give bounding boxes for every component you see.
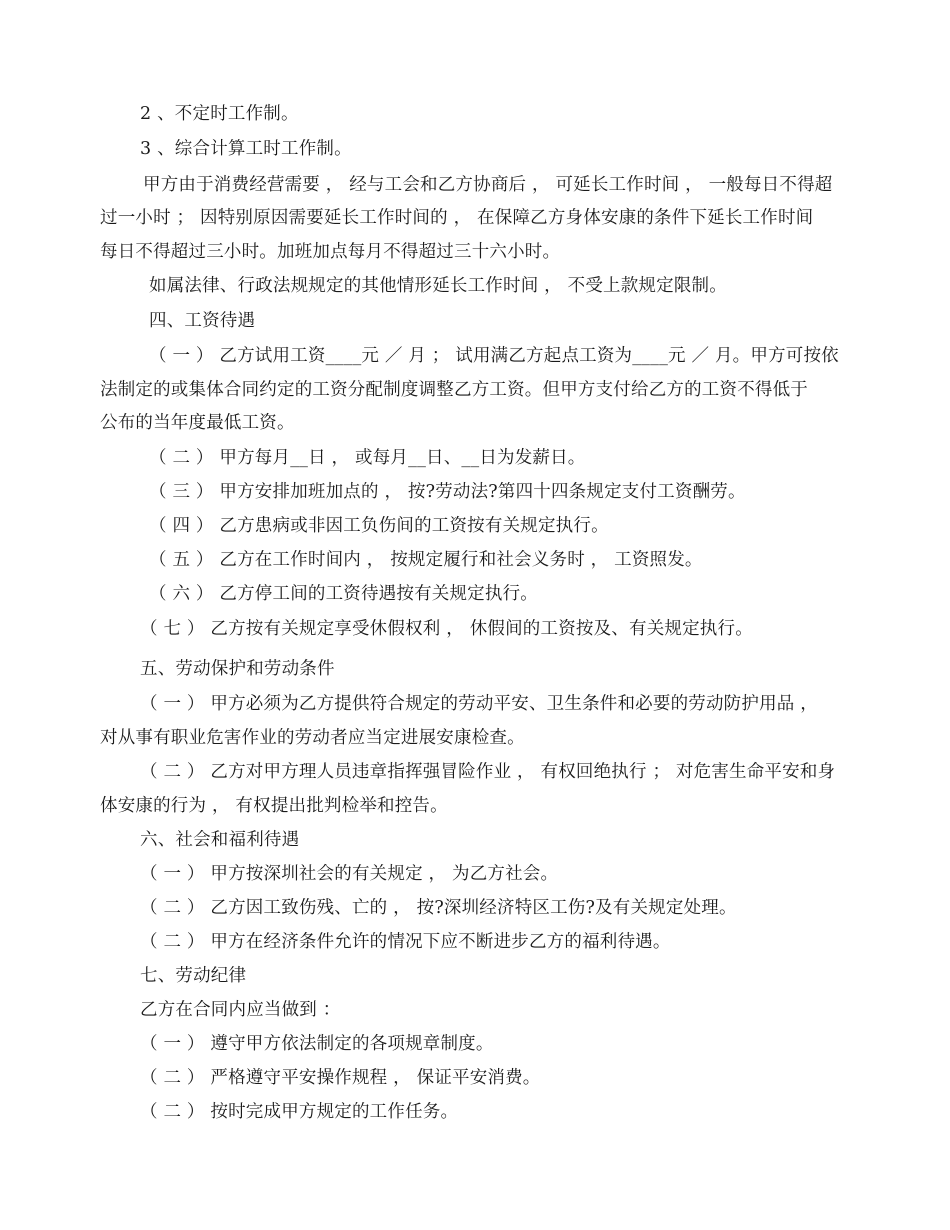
clause-line: （ 一 ） 甲方按深圳社会的有关规定 ， 为乙方社会。	[140, 864, 559, 884]
clause-line: （ 五 ） 乙方在工作时间内 ， 按规定履行和社会义务时 ， 工资照发。	[149, 550, 703, 570]
clause-line: （ 二 ） 按时完成甲方规定的工作任务。	[140, 1102, 459, 1122]
section-heading: 七、劳动纪律	[140, 966, 247, 986]
clause-line: （ 二 ） 甲方每月__日 ， 或每月__日、__日为发薪日。	[149, 448, 586, 468]
clause-line: （ 二 ） 严格遵守平安操作规程 ， 保证平安消费。	[140, 1068, 541, 1088]
clause-line: （ 一 ） 乙方试用工资____元 ／ 月 ； 试用满乙方起点工资为____元 ／ 月。甲方可按依	[149, 346, 839, 366]
clause-line: 对从事有职业危害作业的劳动者应当定进展安康检查。	[100, 728, 525, 748]
clause-line: （ 一 ） 甲方必须为乙方提供符合规定的劳动平安、卫生条件和必要的劳动防护用品 ，	[140, 694, 818, 714]
clause-line: （ 二 ） 乙方对甲方理人员违章指挥强冒险作业 ， 有权回绝执行 ； 对危害生命平安和身	[140, 762, 836, 782]
text-line: 3 、综合计算工时工作制。	[140, 139, 352, 159]
clause-line: （ 二 ） 甲方在经济条件允许的情况下应不断进步乙方的福利待遇。	[140, 932, 671, 952]
paragraph-line: 如属法律、行政法规规定的其他情形延长工作时间 ， 不受上款规定限制。	[149, 276, 727, 296]
clause-line: 乙方在合同内应当做到 ：	[140, 1000, 341, 1020]
clause-line: （ 四 ） 乙方患病或非因工负伤间的工资按有关规定执行。	[149, 516, 609, 536]
clause-line: 法制定的或集体合同约定的工资分配制度调整乙方工资。但甲方支付给乙方的工资不得低于	[100, 380, 808, 400]
clause-line: （ 一 ） 遵守甲方依法制定的各项规章制度。	[140, 1034, 494, 1054]
section-heading: 六、社会和福利待遇	[140, 830, 300, 850]
clause-line: 体安康的行为 ， 有权提出批判检举和控告。	[100, 796, 448, 816]
text-line: 2 、不定时工作制。	[140, 104, 299, 124]
clause-line: （ 二 ） 乙方因工致伤残、亡的 ， 按?深圳经济特区工伤?及有关规定处理。	[140, 898, 737, 918]
clause-line: （ 七 ） 乙方按有关规定享受休假权利 ， 休假间的工资按及、有关规定执行。	[140, 619, 753, 639]
paragraph-line: 过一小时 ； 因特别原因需要延长工作时间的 ， 在保障乙方身体安康的条件下延长工作时间	[100, 208, 814, 228]
clause-line: （ 六 ） 乙方停工间的工资待遇按有关规定执行。	[149, 584, 538, 604]
section-heading: 五、劳动保护和劳动条件	[140, 659, 335, 679]
paragraph-line: 甲方由于消费经营需要 ， 经与工会和乙方协商后 ， 可延长工作时间 ， 一般每日不得超	[143, 175, 833, 195]
section-heading: 四、工资待遇	[149, 311, 256, 331]
clause-line: （ 三 ） 甲方安排加班加点的 ， 按?劳动法?第四十四条规定支付工资酬劳。	[149, 482, 746, 502]
paragraph-line: 每日不得超过三小时。加班加点每月不得超过三十六小时。	[100, 242, 561, 262]
clause-line: 公布的当年度最低工资。	[100, 413, 295, 433]
